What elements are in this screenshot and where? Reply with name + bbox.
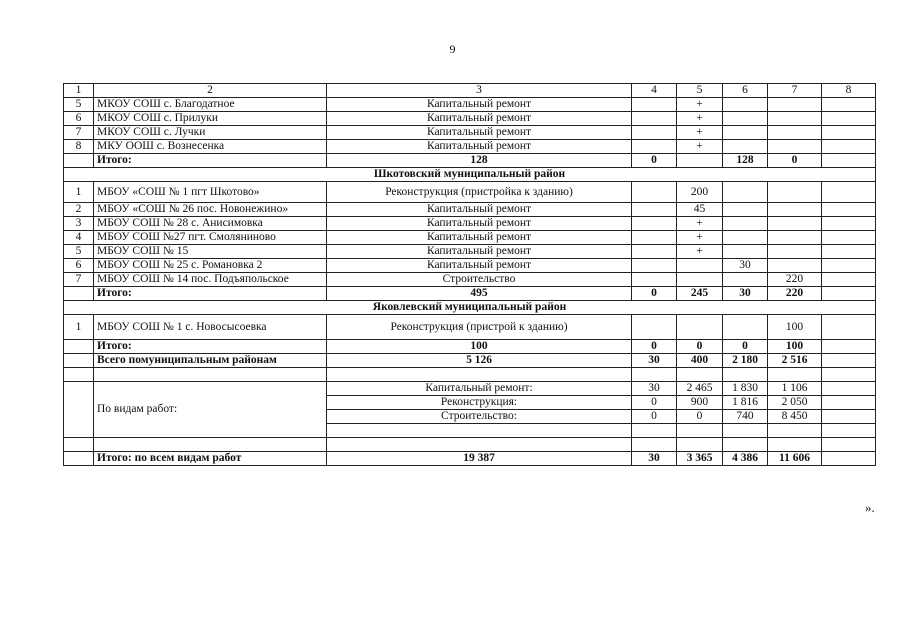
value-cell [768,217,822,231]
table-row [64,112,876,126]
value-cell: 100 [768,315,822,340]
total-label: Итого: по всем видам работ [94,452,327,466]
column-number: 2 [94,84,327,98]
empty-cell [822,382,876,396]
empty-cell [632,368,677,382]
value-cell [822,112,876,126]
total-value [822,354,876,368]
empty-cell [64,287,94,301]
total-sum: 128 [327,154,632,168]
total-row [64,154,876,168]
value-cell [632,203,677,217]
school-name: МБОУ СОШ № 15 [94,245,327,259]
school-name: МКОУ СОШ с. Прилуки [94,112,327,126]
value-cell [723,126,768,140]
school-name: МБОУ СОШ № 1 с. Новосысоевка [94,315,327,340]
empty-cell [327,368,632,382]
value-cell [632,231,677,245]
value-cell [822,245,876,259]
empty-cell [723,368,768,382]
value-cell: 0 [677,410,723,424]
value-cell: 1 816 [723,396,768,410]
work-type: Капитальный ремонт [327,217,632,231]
value-cell [632,112,677,126]
empty-cell [677,424,723,438]
row-number: 4 [64,231,94,245]
value-cell: 1 830 [723,382,768,396]
column-number: 4 [632,84,677,98]
school-name: МКОУ СОШ с. Лучки [94,126,327,140]
total-sum: 19 387 [327,452,632,466]
row-number: 6 [64,259,94,273]
work-type: Строительство [327,273,632,287]
work-type: Капитальный ремонт: [327,382,632,396]
empty-cell [632,424,677,438]
work-type: Капитальный ремонт [327,112,632,126]
total-value: 0 [723,340,768,354]
table-row [64,203,876,217]
value-cell [768,259,822,273]
spacer-row [64,438,876,452]
school-name: МБОУ СОШ №27 пгт. Смоляниново [94,231,327,245]
value-cell [723,245,768,259]
row-number: 8 [64,140,94,154]
grand-total-row [64,354,876,368]
total-value: 3 365 [677,452,723,466]
table-row [64,231,876,245]
value-cell: 0 [632,396,677,410]
table-row [64,273,876,287]
district-title: Яковлевский муниципальный район [64,301,876,315]
column-number: 5 [677,84,723,98]
value-cell [822,231,876,245]
empty-cell [327,424,632,438]
total-value: 30 [632,452,677,466]
column-number-row [64,84,876,98]
empty-cell [64,340,94,354]
work-type: Капитальный ремонт [327,203,632,217]
page-number: 9 [449,42,456,56]
value-cell [723,203,768,217]
closing-quote: ». [865,500,875,515]
row-number: 1 [64,182,94,203]
total-sum: 495 [327,287,632,301]
school-name: МКУ ООШ с. Вознесенка [94,140,327,154]
value-cell [768,231,822,245]
value-cell [822,203,876,217]
column-number: 8 [822,84,876,98]
empty-cell [64,368,94,382]
empty-cell [822,368,876,382]
value-cell [632,245,677,259]
row-number: 6 [64,112,94,126]
total-value [822,340,876,354]
total-value: 30 [632,354,677,368]
value-cell: + [677,126,723,140]
work-type: Реконструкция (пристрой к зданию) [327,315,632,340]
empty-cell [822,438,876,452]
empty-cell [64,452,94,466]
work-type: Капитальный ремонт [327,245,632,259]
empty-cell [64,438,94,452]
total-value [822,154,876,168]
value-cell: + [677,140,723,154]
value-cell [822,217,876,231]
empty-cell [632,438,677,452]
value-cell: + [677,217,723,231]
empty-cell [822,424,876,438]
value-cell [632,217,677,231]
value-cell: 2 050 [768,396,822,410]
empty-cell [723,424,768,438]
empty-cell [94,368,327,382]
column-number: 3 [327,84,632,98]
total-value: 11 606 [768,452,822,466]
value-cell: 2 465 [677,382,723,396]
work-type: Реконструкция: [327,396,632,410]
row-number: 5 [64,98,94,112]
value-cell [822,140,876,154]
empty-cell [723,438,768,452]
table-row [64,245,876,259]
total-value: 0 [768,154,822,168]
value-cell [723,112,768,126]
table-row [64,315,876,340]
value-cell: 8 450 [768,410,822,424]
value-cell [768,182,822,203]
total-label: Итого: [94,287,327,301]
total-value [677,154,723,168]
empty-cell [64,154,94,168]
empty-cell [822,410,876,424]
value-cell: + [677,231,723,245]
value-cell [822,126,876,140]
column-number: 6 [723,84,768,98]
value-cell [822,315,876,340]
total-row [64,340,876,354]
empty-cell [768,424,822,438]
value-cell [677,315,723,340]
empty-cell [768,438,822,452]
value-cell [632,182,677,203]
spacer-row [64,368,876,382]
value-cell [632,140,677,154]
value-cell [822,98,876,112]
value-cell [723,140,768,154]
value-cell [632,315,677,340]
value-cell [723,182,768,203]
total-value [822,452,876,466]
total-row [64,287,876,301]
value-cell [768,245,822,259]
value-cell: + [677,98,723,112]
total-value: 100 [768,340,822,354]
column-number: 7 [768,84,822,98]
value-cell [632,259,677,273]
table-row [64,217,876,231]
total-value: 400 [677,354,723,368]
total-value: 128 [723,154,768,168]
empty-cell [677,438,723,452]
value-cell [632,126,677,140]
total-value: 0 [632,287,677,301]
value-cell [768,140,822,154]
total-sum: 5 126 [327,354,632,368]
value-cell [723,315,768,340]
total-label: Итого: [94,154,327,168]
empty-cell [64,354,94,368]
row-number: 5 [64,245,94,259]
value-cell [822,259,876,273]
total-value: 245 [677,287,723,301]
empty-cell [677,368,723,382]
row-number: 2 [64,203,94,217]
empty-cell [822,396,876,410]
empty-cell [768,368,822,382]
table-row [64,182,876,203]
total-value: 2 516 [768,354,822,368]
value-cell [822,182,876,203]
school-name: МБОУ «СОШ № 1 пгт Шкотово» [94,182,327,203]
total-value: 0 [632,154,677,168]
value-cell [768,203,822,217]
table-row [64,98,876,112]
school-name: МБОУ СОШ № 14 пос. Подъяпольское [94,273,327,287]
value-cell: 45 [677,203,723,217]
table-row [64,140,876,154]
school-name: МБОУ СОШ № 25 с. Романовка 2 [94,259,327,273]
value-cell [677,259,723,273]
total-label: Итого: [94,340,327,354]
value-cell [768,98,822,112]
empty-cell [327,438,632,452]
value-cell [723,231,768,245]
total-value: 4 386 [723,452,768,466]
value-cell: 220 [768,273,822,287]
work-type: Строительство: [327,410,632,424]
value-cell: 200 [677,182,723,203]
work-type: Капитальный ремонт [327,259,632,273]
work-type: Реконструкция (пристройка к зданию) [327,182,632,203]
row-number: 3 [64,217,94,231]
total-value: 2 180 [723,354,768,368]
value-cell: + [677,112,723,126]
work-type: Капитальный ремонт [327,98,632,112]
value-cell: 30 [723,259,768,273]
value-cell: 1 106 [768,382,822,396]
total-value: 220 [768,287,822,301]
value-cell [723,273,768,287]
row-number: 1 [64,315,94,340]
table-row [64,259,876,273]
value-cell [723,98,768,112]
final-total-row [64,452,876,466]
total-sum: 100 [327,340,632,354]
work-type: Капитальный ремонт [327,140,632,154]
school-name: МБОУ СОШ № 28 с. Анисимовка [94,217,327,231]
row-number: 7 [64,126,94,140]
total-value [822,287,876,301]
value-cell: 740 [723,410,768,424]
works-table [63,83,876,466]
value-cell [632,273,677,287]
value-cell: 30 [632,382,677,396]
value-cell: 900 [677,396,723,410]
value-cell: + [677,245,723,259]
total-label: Всего помуниципальным районам [94,354,327,368]
school-name: МКОУ СОШ с. Благодатное [94,98,327,112]
value-cell [677,273,723,287]
total-value: 0 [632,340,677,354]
school-name: МБОУ «СОШ № 26 пос. Новонежино» [94,203,327,217]
by-type-row [64,382,876,396]
row-number: 7 [64,273,94,287]
value-cell [768,112,822,126]
work-type: Капитальный ремонт [327,126,632,140]
by-type-label: По видам работ: [94,382,327,438]
value-cell: 0 [632,410,677,424]
empty-cell [64,382,94,438]
value-cell [768,126,822,140]
value-cell [723,217,768,231]
work-type: Капитальный ремонт [327,231,632,245]
total-value: 0 [677,340,723,354]
section-header [64,301,876,315]
value-cell [822,273,876,287]
total-value: 30 [723,287,768,301]
table-row [64,126,876,140]
value-cell [632,98,677,112]
section-header [64,168,876,182]
column-number: 1 [64,84,94,98]
district-title: Шкотовский муниципальный район [64,168,876,182]
empty-cell [94,438,327,452]
